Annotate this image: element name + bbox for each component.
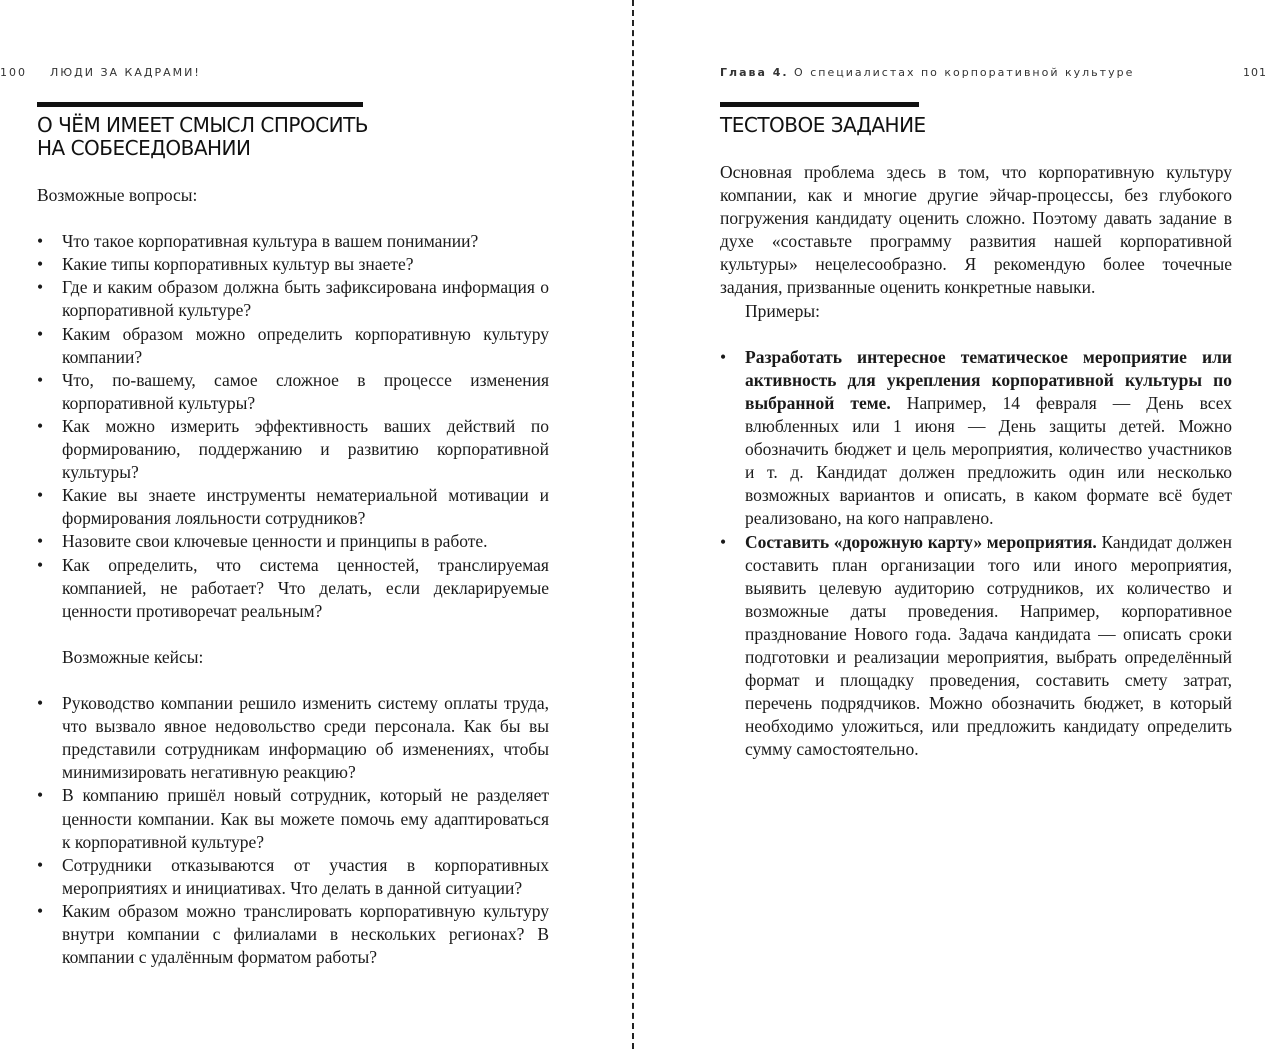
list-item: • Как определить, что система ценностей, транслируемая компанией, не работает? Что делать, если декларируемые ценности противоречат реальным? [37,554,549,621]
right-running-head [720,66,1134,79]
list-item: • Каким образом можно определить корпоративную культуру компании? [37,323,549,367]
examples-label: Примеры: [745,300,820,321]
list-item: • Как можно измерить эффективность ваших действий по формированию, поддержанию и развитию корпоративной культуры? [37,415,549,483]
left-heading-line-2: НА СОБЕСЕДОВАНИИ [37,136,251,160]
left-page [0,0,633,1049]
chapter-label: Глава 4. [720,66,789,79]
list-item: • Назовите свои ключевые ценности и принципы в работе. [37,531,488,552]
left-heading-rule [37,102,363,107]
left-body [37,184,549,969]
left-folio: 100 [0,66,27,79]
list-item: • Сотрудники отказываются от участия в корпоративных мероприятиях и инициативах. Что делать в данной ситуации? [37,854,549,898]
questions-list [37,230,549,623]
list-item: • Что такое корпоративная культура в вашем понимании? [37,231,479,252]
chapter-title: О специалистах по корпоративной культуре [794,66,1135,79]
tasks-list [720,346,1232,762]
list-item: • Что, по-вашему, самое сложное в процессе изменения корпоративной культуры? [37,369,549,413]
questions-intro: Возможные вопросы: [37,185,198,205]
list-item: • Каким образом можно транслировать корпоративную культуру внутри компании с филиалами в нескольких регионах? В компании с удалённым форматом работы? [37,900,549,968]
right-body [720,161,1232,761]
list-item: • Какие вы знаете инструменты нематериальной мотивации и формирования лояльности сотрудников? [37,485,549,529]
right-heading-rule [720,102,919,107]
left-heading-line-1: О ЧЁМ ИМЕЕТ СМЫСЛ СПРОСИТЬ [37,113,369,137]
list-item: • Разработать интересное тематическое мероприятие или активность для укрепления корпоративной культуры по выбранной теме. Например, 14 февраля — День всех влюбленных или 1 июня — День защиты детей. Можно обозначить бюджет и цель мероприятия, количество участников и т. д. Кандидат должен предложить один или несколько возможных вариантов и описать, в каком формате всё будет реализовано, на кого направлено. [720,346,1233,529]
right-section-heading: ТЕСТОВОЕ ЗАДАНИЕ [720,113,926,137]
left-section-heading [37,114,437,160]
list-item: • В компанию пришёл новый сотрудник, который не разделяет ценности компании. Как вы можете помочь ему адаптироваться к корпоративной культуре? [37,785,549,852]
left-running-head [0,66,201,79]
cases-list [37,692,549,969]
right-folio: 101 [1243,66,1267,79]
list-item: • Руководство компании решило изменить систему оплаты труда, что вызвало явное недовольство среди персонала. Как бы вы представили сотрудникам информацию об изменениях, чтобы минимизировать негативную реакцию? [37,693,549,783]
list-item: • Какие типы корпоративных культур вы знаете? [37,254,414,275]
intro-paragraph: Основная проблема здесь в том, что корпоративную культуру компании, как и многие другие эйчар-процессы, без глубокого погружения кандидату оценить сложно. Поэтому давать задание в духе «составьте программу развития нашей корпоративной культуры» нецелесообразно. Я рекомендую более точечные задания, призванные оценить конкретные навыки. [720,162,1232,298]
cases-intro: Возможные кейсы: [62,646,204,667]
list-item: • Составить «дорожную карту» мероприятия. Кандидат должен составить план организации того или иного мероприятия, выявить целевую аудиторию сотрудников, их количество и возможные даты проведения. Например, корпоративное празднование Нового года. Задача кандидата — описать сроки подготовки и реализации мероприятия, выбрать определённый формат и площадку проведения, составить смету затрат, перечень подрядчиков. Можно обозначить бюджет, в который необходимо уложиться, или предложить кандидату определить сумму самостоятельно. [720,531,1232,760]
left-running-head-title: ЛЮДИ ЗА КАДРАМИ! [50,66,201,79]
list-item: • Где и каким образом должна быть зафиксирована информация о корпоративной культуре? [37,277,549,321]
right-page [634,0,1267,1049]
